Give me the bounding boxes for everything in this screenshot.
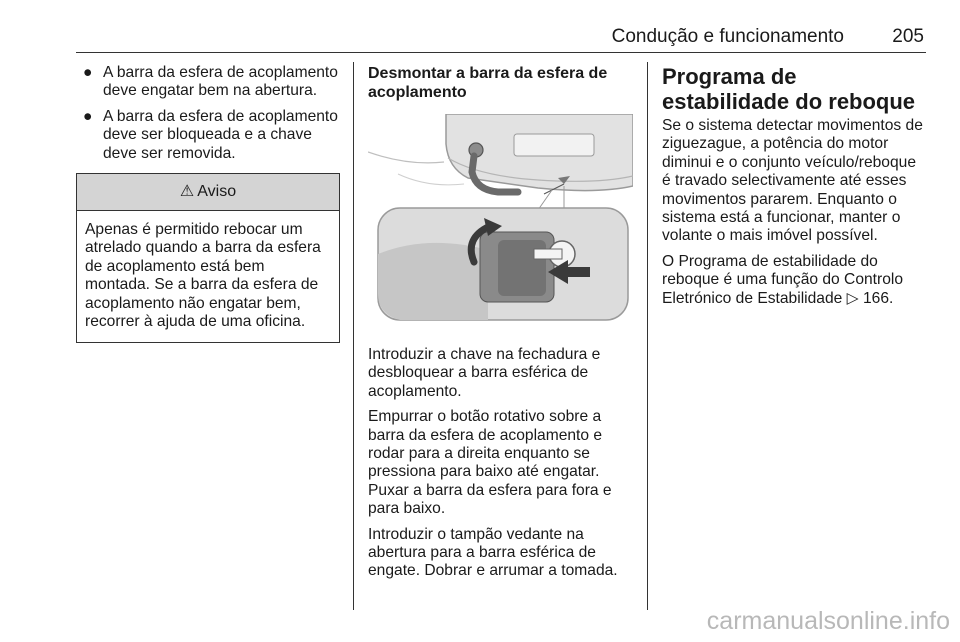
column-1 — [76, 64, 340, 343]
bullet-text: A barra da esfera de acoplamento deve ser bloqueada e a chave deve ser removida. — [103, 107, 338, 162]
bullet-icon: ● — [83, 64, 93, 81]
page-number: 205 — [892, 26, 924, 47]
page-reference-link[interactable]: 166. — [863, 289, 894, 307]
towbar-illustration — [368, 114, 633, 328]
bullet-icon: ● — [83, 107, 93, 125]
warning-triangle-icon: ⚠ — [179, 182, 195, 200]
paragraph: Introduzir o tampão vedante na abertura para a barra esférica de engate. Dobrar e arrumar a tomada. — [368, 525, 618, 580]
column-divider-2 — [647, 62, 648, 610]
bullet-text: A barra da esfera de acoplamento deve engatar bem na abertura. — [103, 64, 338, 100]
list-item — [76, 64, 340, 101]
column-2 — [368, 64, 633, 588]
section-heading: Desmontar a barra da esfera de acoplamento — [368, 65, 608, 101]
column-3 — [662, 64, 928, 315]
warning-text: Apenas é permitido rebocar um atrelado quando a barra da esfera de acoplamento está bem montada. Se a barra da esfera de acoplamento não engatar bem, recorrer à ajuda de uma oficina. — [85, 221, 321, 331]
watermark: carmanualsonline.info — [706, 607, 950, 635]
paragraph: Empurrar o botão rotativo sobre a barra da esfera de acoplamento e rodar para a direita enquanto se pressiona para baixo até engatar. Puxar a barra da esfera para fora e para baixo. — [368, 408, 612, 518]
column-divider-1 — [353, 62, 354, 610]
page-header — [76, 22, 926, 53]
paragraph: Introduzir a chave na fechadura e desbloquear a barra esférica de acoplamento. — [368, 346, 601, 400]
paragraph — [662, 253, 928, 308]
page-reference-icon: ▷ — [846, 289, 859, 307]
section-title: Condução e funcionamento — [611, 26, 844, 47]
paragraph-text: O Programa de estabilidade do reboque é uma função do Controlo Eletrónico de Estabilidade — [662, 252, 904, 307]
bullet-list — [76, 64, 340, 163]
warning-header — [77, 174, 339, 211]
section-heading: Programa de estabilidade do reboque — [662, 64, 916, 114]
list-item — [76, 108, 340, 163]
paragraph: Se o sistema detectar movimentos de ziguezague, a potência do motor diminui e o conjunto veículo/reboque é travado selectivamente até esses movimentos pararem. Enquanto o sistema está a funcionar, manter o volante o mais imóvel possível. — [662, 117, 923, 245]
warning-box — [76, 173, 340, 343]
warning-title: Aviso — [197, 182, 237, 200]
